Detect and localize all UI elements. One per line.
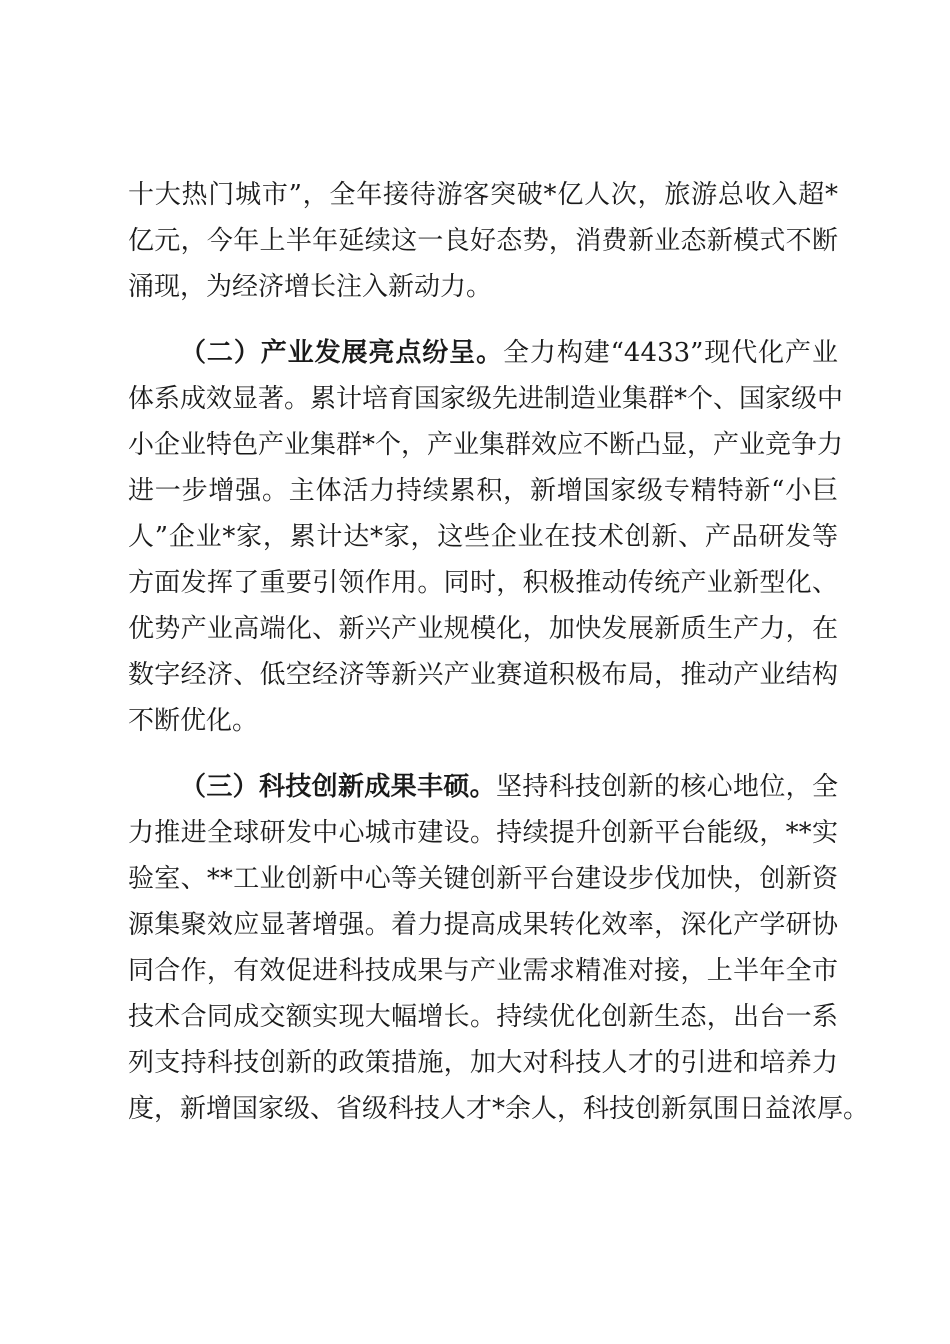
section-heading-technology: （三）科技创新成果丰硕。 [180,772,496,802]
text-line: 度，新增国家级、省级科技人才*余人，科技创新氛围日益浓厚。 [128,1094,870,1124]
text-line: 同合作，有效促进科技成果与产业需求精准对接，上半年全市 [128,956,838,986]
text-line: 十大热门城市”，全年接待游客突破*亿人次，旅游总收入超* [128,180,838,210]
text-line: 方面发挥了重要引领作用。同时，积极推动传统产业新型化、 [128,568,838,598]
text-line: 技术合同成交额实现大幅增长。持续优化创新生态，出台一系 [128,1002,838,1032]
text-line: 力推进全球研发中心城市建设。持续提升创新平台能级，**实 [128,818,838,848]
text-line: 亿元，今年上半年延续这一良好态势，消费新业态新模式不断 [128,226,838,256]
text-line-first [128,764,838,810]
document-body [128,172,870,1132]
text-line: 涌现，为经济增长注入新动力。 [128,272,493,302]
text-line: 人”企业*家，累计达*家，这些企业在技术创新、产品研发等 [128,522,838,552]
paragraph-technology [128,764,870,1132]
paragraph-industry [128,330,844,744]
text-line: 进一步增强。主体活力持续累积，新增国家级专精特新“小巨 [128,476,838,506]
text-line: 源集聚效应显著增强。着力提高成果转化效率，深化产学研协 [128,910,838,940]
text-line: 优势产业高端化、新兴产业规模化，加快发展新质生产力，在 [128,614,838,644]
text-line: 数字经济、低空经济等新兴产业赛道积极布局，推动产业结构 [128,660,838,690]
text-span: 坚持科技创新的核心地位，全 [496,772,838,802]
text-line: 体系成效显著。累计培育国家级先进制造业集群*个、国家级中 [128,384,844,414]
text-line-first [128,330,838,376]
text-line: 小企业特色产业集群*个，产业集群效应不断凸显，产业竞争力 [128,430,844,460]
text-line: 验室、**工业创新中心等关键创新平台建设步伐加快，创新资 [128,864,838,894]
text-line: 不断优化。 [128,706,259,736]
text-line: 列支持科技创新的政策措施，加大对科技人才的引进和培养力 [128,1048,838,1078]
section-heading-industry: （二）产业发展亮点纷呈。 [180,338,503,368]
text-span: 全力构建“4433”现代化产业 [502,338,838,368]
paragraph-tourism [128,172,838,310]
